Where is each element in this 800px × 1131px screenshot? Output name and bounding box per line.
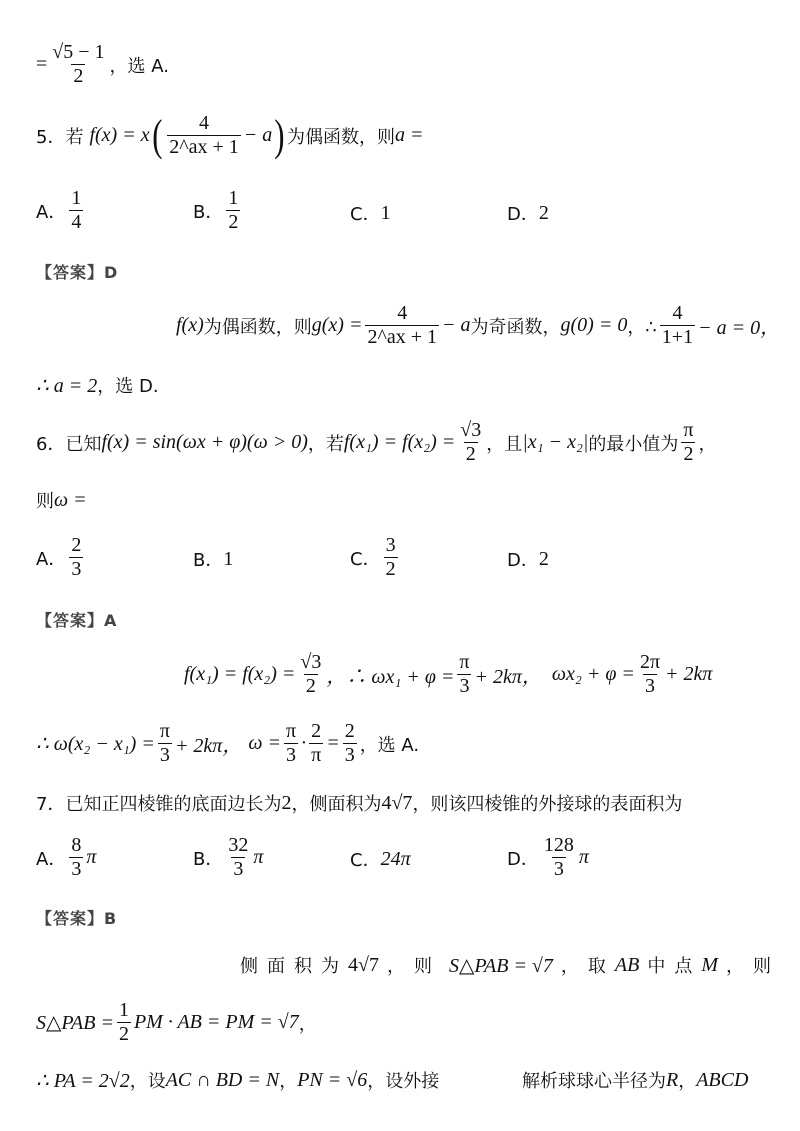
option-letter: A． xyxy=(36,848,67,870)
question-text: ，则该四棱锥的外接球的表面积为 xyxy=(412,794,683,815)
left-paren: ( xyxy=(151,110,163,160)
numerator: 3 xyxy=(385,534,396,556)
solution-line xyxy=(36,721,419,766)
fraction xyxy=(638,652,662,697)
question-text: 为偶函数，则 xyxy=(286,126,395,148)
numerator: 2 xyxy=(344,720,355,742)
equals-sign: = xyxy=(36,53,48,75)
denominator: 2 xyxy=(385,558,396,580)
solution-line xyxy=(36,1067,439,1093)
solution-text: ，∴ xyxy=(627,316,657,338)
fraction xyxy=(542,835,576,880)
numerator: π xyxy=(159,720,170,742)
solution-text: ， xyxy=(678,1071,697,1092)
fraction xyxy=(117,1000,131,1045)
option-value: 1 xyxy=(380,201,391,224)
option-c xyxy=(350,535,401,580)
fraction xyxy=(226,188,240,233)
option-d xyxy=(507,200,549,226)
denominator: 2^ax + 1 xyxy=(367,326,438,348)
denominator: 3 xyxy=(286,744,297,766)
solution-text: 为奇函数， xyxy=(470,316,561,338)
math-expr: f(x) = x xyxy=(89,124,150,146)
solution-text: 侧面积为 xyxy=(240,956,348,977)
math-expr: ωx₂ + φ = xyxy=(551,663,635,685)
question-text: ，侧面积为 xyxy=(291,794,382,815)
answer-label: 【答案】D xyxy=(36,263,119,282)
solution-text: ，选 A. xyxy=(359,734,420,756)
denominator: π xyxy=(311,744,322,766)
option-b xyxy=(193,546,233,572)
math-expr: PM · AB = PM = √7 xyxy=(133,1011,299,1033)
option-letter: C． xyxy=(350,548,381,570)
question-label: 5．若 xyxy=(36,126,84,148)
option-letter: B． xyxy=(193,848,224,870)
numerator: 2 xyxy=(71,534,82,556)
option-a xyxy=(36,188,86,233)
math-expr: R xyxy=(666,1068,679,1091)
question-text: ，且 xyxy=(486,433,523,455)
numerator: 1 xyxy=(118,999,129,1021)
option-letter: D． xyxy=(507,550,539,571)
numerator: π xyxy=(285,720,297,742)
solution-line xyxy=(522,1067,748,1093)
choice-text: ，选 A. xyxy=(109,55,169,77)
denominator: 4 xyxy=(71,211,82,233)
pi-symbol: π xyxy=(86,846,97,868)
solution-line xyxy=(184,652,712,697)
denominator: 2 xyxy=(228,211,239,233)
option-value: 1 xyxy=(223,547,234,570)
numerator: 8 xyxy=(71,834,82,856)
denominator: 2 xyxy=(118,1023,129,1045)
math-expr: 4√7 xyxy=(381,791,413,814)
math-expr: AC ∩ BD = N xyxy=(165,1068,280,1091)
solution-line xyxy=(240,952,780,978)
math-expr: f(x₁) = f(x₂) = xyxy=(184,663,296,685)
math-expr: 4√7 xyxy=(348,953,379,976)
numerator: √5 − 1 xyxy=(52,41,105,63)
math-expr: |x₁ − x₂| xyxy=(522,431,589,453)
question-6-cont xyxy=(36,487,87,513)
numerator: π xyxy=(683,419,694,441)
math-expr: M xyxy=(701,953,719,976)
math-expr: − a xyxy=(243,124,273,146)
math-expr: g(x) = xyxy=(311,314,363,336)
numerator: 1 xyxy=(71,187,82,209)
denominator: 2 xyxy=(683,443,694,465)
pi-symbol: π xyxy=(578,846,589,868)
fraction xyxy=(284,721,298,766)
question-label: 6．已知 xyxy=(36,433,102,455)
math-expr: f(x) = sin(ωx + φ)(ω > 0) xyxy=(101,431,308,453)
fraction xyxy=(309,721,323,766)
denominator: 3 xyxy=(459,675,470,697)
option-value: 2 xyxy=(538,201,549,224)
fraction xyxy=(681,420,695,465)
math-expr: ω = xyxy=(54,488,87,511)
math-expr: ，∴ ωx₁ + φ = xyxy=(326,666,455,688)
math-expr: 2 xyxy=(281,791,292,814)
math-expr: AB xyxy=(614,953,640,976)
denominator: 2 xyxy=(465,443,476,465)
fraction xyxy=(69,835,83,880)
fraction xyxy=(384,535,398,580)
solution-text: 中点 xyxy=(647,956,702,977)
denominator: 2^ax + 1 xyxy=(169,136,239,158)
numerator: 2π xyxy=(639,651,661,673)
math-expr: − a = 0， xyxy=(698,317,781,339)
math-expr: − a xyxy=(442,314,471,336)
solution-text: ，取 xyxy=(560,956,615,977)
solution-text: ， xyxy=(279,1071,298,1092)
pi-symbol: π xyxy=(253,846,264,868)
denominator: 2 xyxy=(73,65,84,87)
denominator: 3 xyxy=(553,858,564,880)
option-value: 24π xyxy=(380,847,411,870)
math-expr: a = xyxy=(394,124,424,146)
option-letter: B． xyxy=(193,550,224,571)
question-text: 的最小值为 xyxy=(588,433,679,455)
fraction xyxy=(343,721,357,766)
numerator: 4 xyxy=(397,302,408,324)
solution-line xyxy=(36,372,159,398)
numerator: √3 xyxy=(300,651,322,673)
option-letter: A． xyxy=(36,201,67,223)
option-a xyxy=(36,835,96,880)
math-expr: + 2kπ， xyxy=(474,666,542,688)
solution-text: ，设 xyxy=(129,1071,166,1092)
math-expr: g(0) = 0 xyxy=(560,314,628,336)
fraction xyxy=(69,188,83,233)
option-letter: D． xyxy=(507,848,539,870)
solution-text: ，选 D. xyxy=(97,376,159,397)
question-label: 7．已知正四棱锥的底面边长为 xyxy=(36,794,282,815)
option-value: 2 xyxy=(538,547,549,570)
math-expr: = xyxy=(326,732,340,754)
option-letter: A． xyxy=(36,548,67,570)
option-b xyxy=(193,835,263,880)
option-letter: C． xyxy=(350,204,381,225)
numerator: π xyxy=(459,651,470,673)
math-expr: ω = xyxy=(248,732,281,754)
math-expr: ∴ PA = 2√2 xyxy=(36,1069,130,1092)
solution-line xyxy=(176,303,780,348)
solution-text: 为偶函数，则 xyxy=(203,316,312,338)
math-expr: PN = √6 xyxy=(297,1068,368,1091)
fraction xyxy=(226,835,250,880)
fraction xyxy=(457,652,471,697)
math-expr: ∴ ω(x₂ − x₁) = xyxy=(36,733,155,755)
question-6 xyxy=(36,420,717,465)
fraction xyxy=(50,42,106,87)
option-b xyxy=(193,188,243,233)
math-expr: ∴ a = 2 xyxy=(36,374,98,397)
fraction xyxy=(365,303,439,348)
denominator: 3 xyxy=(344,744,355,766)
option-d xyxy=(507,835,589,880)
question-5 xyxy=(36,110,424,160)
math-expr: S△PAB = xyxy=(36,1012,114,1034)
solution-text: 解析球球心半径为 xyxy=(522,1071,666,1092)
solution-text: ，则 xyxy=(386,956,441,977)
numerator: 32 xyxy=(228,834,249,856)
option-c xyxy=(350,200,391,226)
option-letter: D． xyxy=(507,204,539,225)
answer-label: 【答案】B xyxy=(36,909,118,928)
option-letter: C． xyxy=(350,850,381,871)
right-paren: ) xyxy=(274,110,285,160)
numerator: 1 xyxy=(228,187,239,209)
answer-label: 【答案】A xyxy=(36,611,118,630)
option-d xyxy=(507,546,549,572)
numerator: 2 xyxy=(311,720,322,742)
prev-answer-line xyxy=(36,42,169,87)
numerator: √3 xyxy=(460,419,482,441)
math-expr: + 2kπ， xyxy=(174,735,243,757)
option-a xyxy=(36,535,86,580)
denominator: 3 xyxy=(644,675,655,697)
numerator: 4 xyxy=(672,302,683,324)
denominator: 2 xyxy=(305,675,316,697)
math-expr: · xyxy=(301,732,307,754)
math-expr: + 2kπ xyxy=(665,663,713,685)
solution-text: ， xyxy=(298,1013,317,1035)
solution-text: ，则 xyxy=(726,956,781,977)
math-expr: S△PAB = √7 xyxy=(448,954,553,977)
fraction xyxy=(69,535,83,580)
question-7 xyxy=(36,790,682,816)
question-text: 则 xyxy=(36,491,54,512)
fraction xyxy=(167,113,241,158)
solution-text: ，设外接 xyxy=(367,1071,440,1092)
fraction xyxy=(458,420,483,465)
fraction xyxy=(298,652,323,697)
numerator: 128 xyxy=(543,834,574,856)
denominator: 3 xyxy=(159,744,170,766)
fraction xyxy=(660,303,695,348)
solution-line xyxy=(36,1000,317,1045)
denominator: 1+1 xyxy=(661,326,694,348)
denominator: 3 xyxy=(71,858,82,880)
math-expr: f(x₁) = f(x₂) = xyxy=(343,431,456,453)
fraction xyxy=(158,721,172,766)
option-letter: B． xyxy=(193,201,224,223)
math-expr: ABCD xyxy=(696,1068,749,1091)
denominator: 3 xyxy=(233,858,244,880)
numerator: 4 xyxy=(199,112,210,134)
option-c xyxy=(350,846,411,872)
denominator: 3 xyxy=(71,558,82,580)
math-expr: f(x) xyxy=(176,314,204,336)
question-text: ，若 xyxy=(307,433,344,455)
question-text: ， xyxy=(698,433,717,455)
